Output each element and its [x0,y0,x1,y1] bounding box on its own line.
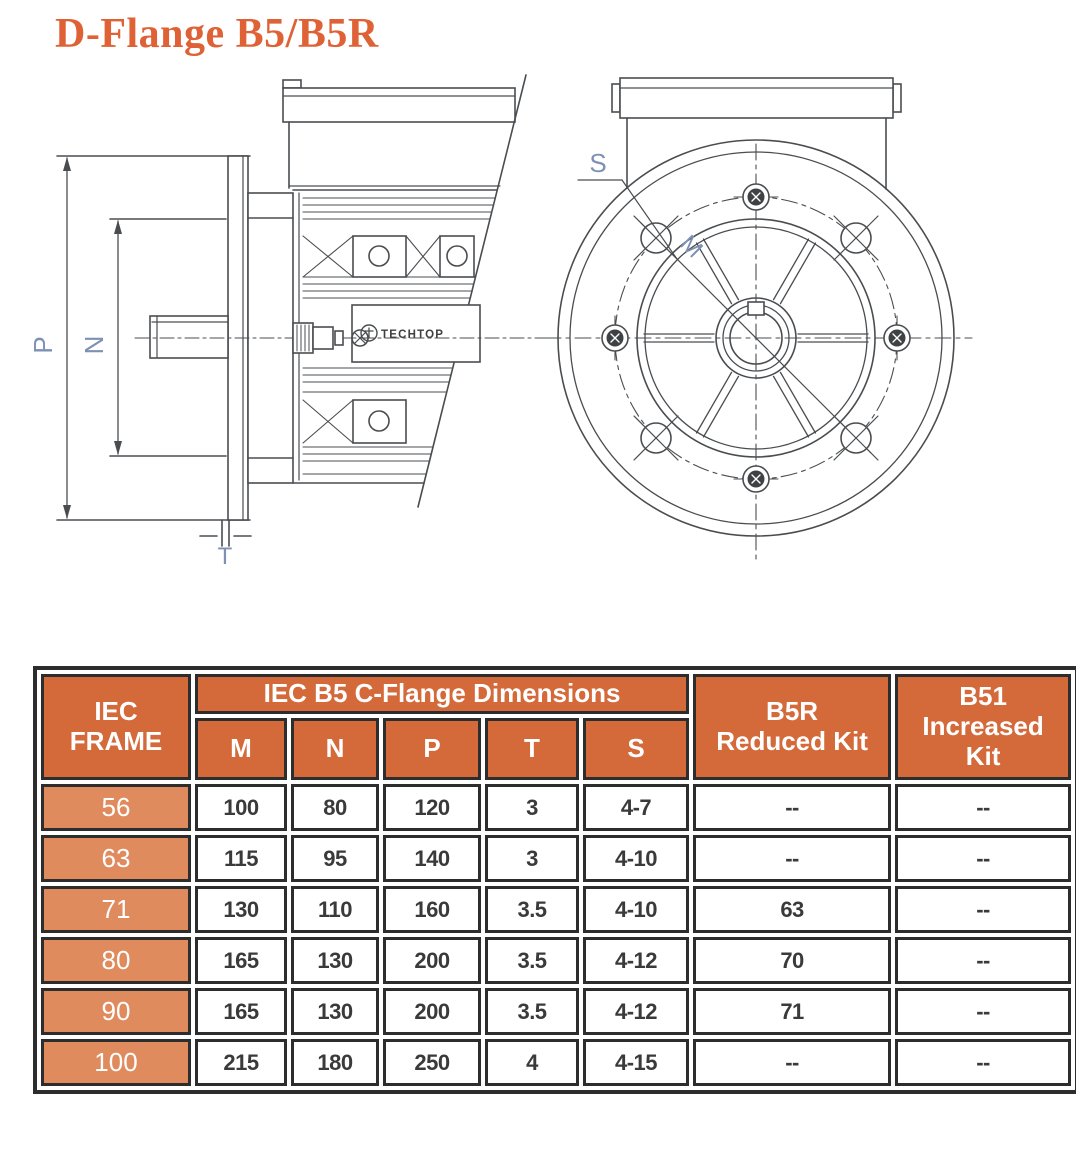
b5r-cell: -- [693,835,891,882]
col-header-line: FRAME [69,726,163,756]
s-cell: 4-12 [583,937,689,984]
m-cell: 215 [195,1039,287,1086]
screw [602,316,628,360]
terminal-box-front [612,78,901,189]
techtop-logo-text: TECHTOP [381,329,445,341]
bolt-hole [834,416,878,460]
b51-cell: -- [895,988,1071,1035]
p-cell: 140 [383,835,481,882]
t-cell: 3 [485,835,579,882]
b5r-cell: -- [693,784,891,831]
screw [734,466,778,492]
arrowhead [63,157,71,171]
s-cell: 4-10 [583,886,689,933]
dimensions-table [33,666,1076,1094]
mounting-pad-upper [303,236,474,277]
dim-label-p: P [28,336,58,354]
b5r-cell: 70 [693,937,891,984]
dim-label-m: M [674,230,708,264]
p-cell: 200 [383,988,481,1035]
motor-body [293,75,526,507]
b51-cell: -- [895,937,1071,984]
b51-cell: -- [895,1039,1071,1086]
table-row [41,1039,1071,1086]
b5r-cell: 71 [693,988,891,1035]
col-header-iec-frame [41,674,191,780]
p-cell: 120 [383,784,481,831]
page-title: D-Flange B5/B5R [55,11,379,57]
col-header-b51 [895,674,1071,780]
col-header-line: Kit [965,740,1001,771]
arrowhead [63,505,71,519]
table-row [41,835,1071,882]
frame-size-cell: 56 [41,784,191,831]
p-cell: 200 [383,937,481,984]
screw [734,184,778,210]
col-group-header-dimensions: IEC B5 C-Flange Dimensions [195,674,689,714]
shaft [150,316,228,358]
b51-cell: -- [895,886,1071,933]
col-header-m: M [195,718,287,780]
front-view-drawing [545,78,972,562]
s-cell: 4-12 [583,988,689,1035]
col-header-n: N [291,718,379,780]
bolt-hole [634,216,678,260]
s-cell: 4-10 [583,835,689,882]
terminal-box-side [283,80,515,188]
dim-label-t: T [217,543,233,570]
t-cell: 3.5 [485,937,579,984]
col-header-line: IEC [94,696,138,727]
frame-size-cell: 90 [41,988,191,1035]
m-cell: 100 [195,784,287,831]
keyway [748,302,764,315]
p-cell: 250 [383,1039,481,1086]
bolt-hole [834,216,878,260]
m-cell: 165 [195,988,287,1035]
dim-label-s: S [589,148,607,178]
arrowhead [114,441,122,455]
t-cell: 3.5 [485,886,579,933]
table-row [41,937,1071,984]
p-cell: 160 [383,886,481,933]
col-header-line: B51 [959,681,1007,712]
nameplate [352,305,480,362]
b5r-cell: 63 [693,886,891,933]
n-cell: 95 [291,835,379,882]
col-header-b5r [693,674,891,780]
dim-label-n: N [79,335,109,355]
table-row [41,988,1071,1035]
technical-drawing [0,62,1076,652]
screw [884,316,910,360]
frame-size-cell: 80 [41,937,191,984]
table-row [41,886,1071,933]
b5r-cell: -- [693,1039,891,1086]
side-view-drawing [28,75,552,570]
frame-size-cell: 71 [41,886,191,933]
b51-cell: -- [895,784,1071,831]
col-header-t: T [485,718,579,780]
n-cell: 130 [291,988,379,1035]
t-cell: 3 [485,784,579,831]
m-cell: 165 [195,937,287,984]
col-header-s: S [583,718,689,780]
col-header-p: P [383,718,481,780]
bolt-hole [634,416,678,460]
mounting-pad-lower [303,400,406,443]
arrowhead [114,220,122,234]
m-cell: 130 [195,886,287,933]
frame-size-cell: 100 [41,1039,191,1086]
n-cell: 110 [291,886,379,933]
n-cell: 80 [291,784,379,831]
b51-cell: -- [895,835,1071,882]
m-cell: 115 [195,835,287,882]
col-header-line: Reduced Kit [716,726,868,756]
frame-size-cell: 63 [41,835,191,882]
n-cell: 130 [291,937,379,984]
col-header-line: B5R [766,696,819,727]
s-cell: 4-15 [583,1039,689,1086]
t-cell: 3.5 [485,988,579,1035]
table-row [41,784,1071,831]
s-cell: 4-7 [583,784,689,831]
t-cell: 4 [485,1039,579,1086]
col-header-line: Increased [922,711,1044,742]
n-cell: 180 [291,1039,379,1086]
